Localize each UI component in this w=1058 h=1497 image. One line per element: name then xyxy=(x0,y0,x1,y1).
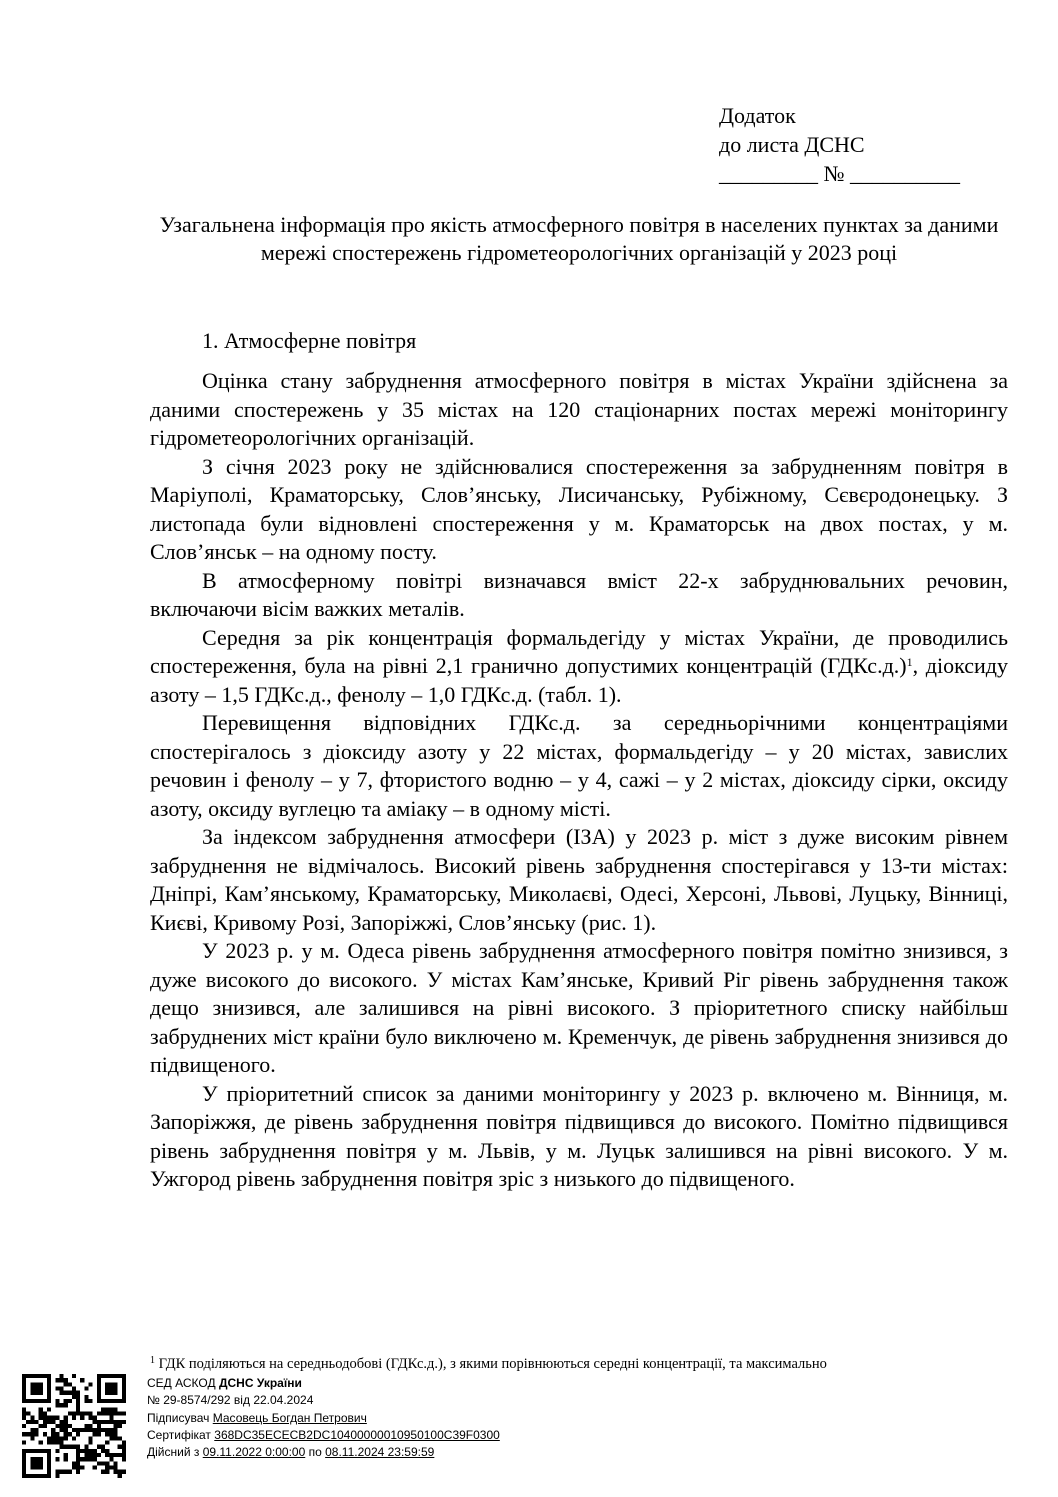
paragraph-text: , діоксиду азоту – 1,5 ГДКс.д., фенолу – 1,0 ГДКс.д. (табл. 1). xyxy=(150,653,1008,707)
footnote-reference: 1 xyxy=(906,655,913,669)
paragraph-text: Середня за рік концентрація формальдегіду у містах України, де проводились спостереження, була на рівні 2,1 гранично допустимих концентрацій (ГДКс.д.) xyxy=(150,624,1008,678)
sig-validity: Дійсний з 09.11.2022 0:00:00 по 08.11.2024 23:59:59 xyxy=(147,1445,435,1460)
footnote-marker: 1 xyxy=(150,1355,155,1366)
sig-certificate-value: 368DC35ECECB2DC10400000010950100C39F0300 xyxy=(214,1427,500,1442)
sig-system: СЕД АСКОД ДСНС України xyxy=(147,1376,302,1390)
paragraph: В атмосферному повітрі визначався вміст 22-х забруднювальних речовин, включаючи вісім важких металів. xyxy=(150,567,1008,621)
footnote xyxy=(150,1355,1008,1373)
paragraph: У пріоритетний список за даними моніторингу у 2023 р. включено м. Вінниця, м. Запоріжжя, де рівень забруднення повітря підвищився до високого. Помітно підвищився рівень забруднення повітря у м. Львів, у м. Луцьк залишився на рівні високого. У м. Ужгород рівень забруднення повітря зріс з низького до підвищеного. xyxy=(150,1080,1008,1191)
paragraph: У 2023 р. у м. Одеса рівень забруднення атмосферного повітря помітно знизився, з дуже високого до високого. У містах Кам’янське, Кривий Ріг рівень забруднення також дещо знизився, але залишився на рівні високого. З пріоритетного списку найбільш забруднених міст країни було виключено м. Кременчук, де рівень забруднення знизився до підвищеного. xyxy=(150,938,1008,1077)
sig-valid-to: 08.11.2024 23:59:59 xyxy=(325,1445,435,1460)
sig-certificate: Сертифікат 368DC35ECECB2DC10400000010950100C39F0300 xyxy=(147,1427,500,1442)
addendum-label: Додаток xyxy=(719,103,796,128)
section-heading: 1. Атмосферне повітря xyxy=(202,328,417,353)
paragraph: З січня 2023 року не здійснювалися спостереження за забрудненням повітря в Маріуполі, Краматорську, Слов’янську, Лисичанську, Рубіжному, Сєвєродонецьку. З листопада були відновлені спостереження у м. Краматорськ на двох постах, у м. Слов’янськ – на одному посту. xyxy=(150,453,1008,564)
document-body xyxy=(150,367,1008,1194)
qr-code-icon xyxy=(22,1374,126,1478)
addendum-number-line: _________ № __________ xyxy=(719,161,960,186)
sig-valid-from: 09.11.2022 0:00:00 xyxy=(202,1445,306,1460)
addendum-letter-ref: до листа ДСНС xyxy=(719,132,865,157)
sig-signer-name: Масовець Богдан Петрович xyxy=(212,1410,367,1425)
addendum-block xyxy=(719,101,960,188)
document-title: Узагальнена інформація про якість атмосферного повітря в населених пунктах за даними мережі спостережень гідрометеорологічних організацій у 2023 році xyxy=(159,212,999,265)
footnote-text: ГДК поділяються на середньодобові (ГДКс.д.), з якими порівнюються середні концентрації, та максимально xyxy=(155,1356,827,1372)
sig-organization: ДСНС України xyxy=(218,1376,302,1390)
signature-stamp xyxy=(147,1375,500,1461)
sig-doc-number: № 29-8574/292 від 22.04.2024 xyxy=(147,1393,314,1408)
sig-signer: Підписувач Масовець Богдан Петрович xyxy=(147,1410,367,1425)
paragraph: За індексом забруднення атмосфери (ІЗА) у 2023 р. міст з дуже високим рівнем забруднення не відмічалось. Високий рівень забруднення спостерігався у 13-ти містах: Дніпрі, Кам’янському, Краматорську, Миколаєві, Одесі, Херсоні, Львові, Луцьку, Вінниці, Києві, Кривому Розі, Запоріжжі, Слов’янську (рис. 1). xyxy=(150,824,1008,935)
paragraph: Перевищення відповідних ГДКс.д. за середньорічними концентраціями спостерігалось з діоксиду азоту у 22 містах, формальдегіду – у 20 містах, завислих речовин і фенолу – у 7, фтористого водню – у 4, сажі – у 2 містах, діоксиду сірки, оксиду азоту, оксиду вуглецю та аміаку – в одному місті. xyxy=(150,710,1008,821)
paragraph xyxy=(150,624,1008,710)
paragraph: Оцінка стану забруднення атмосферного повітря в містах України здійснена за даними спостережень у 35 містах на 120 стаціонарних постах мережі моніторингу гідрометеорологічних організацій. xyxy=(150,368,1008,450)
